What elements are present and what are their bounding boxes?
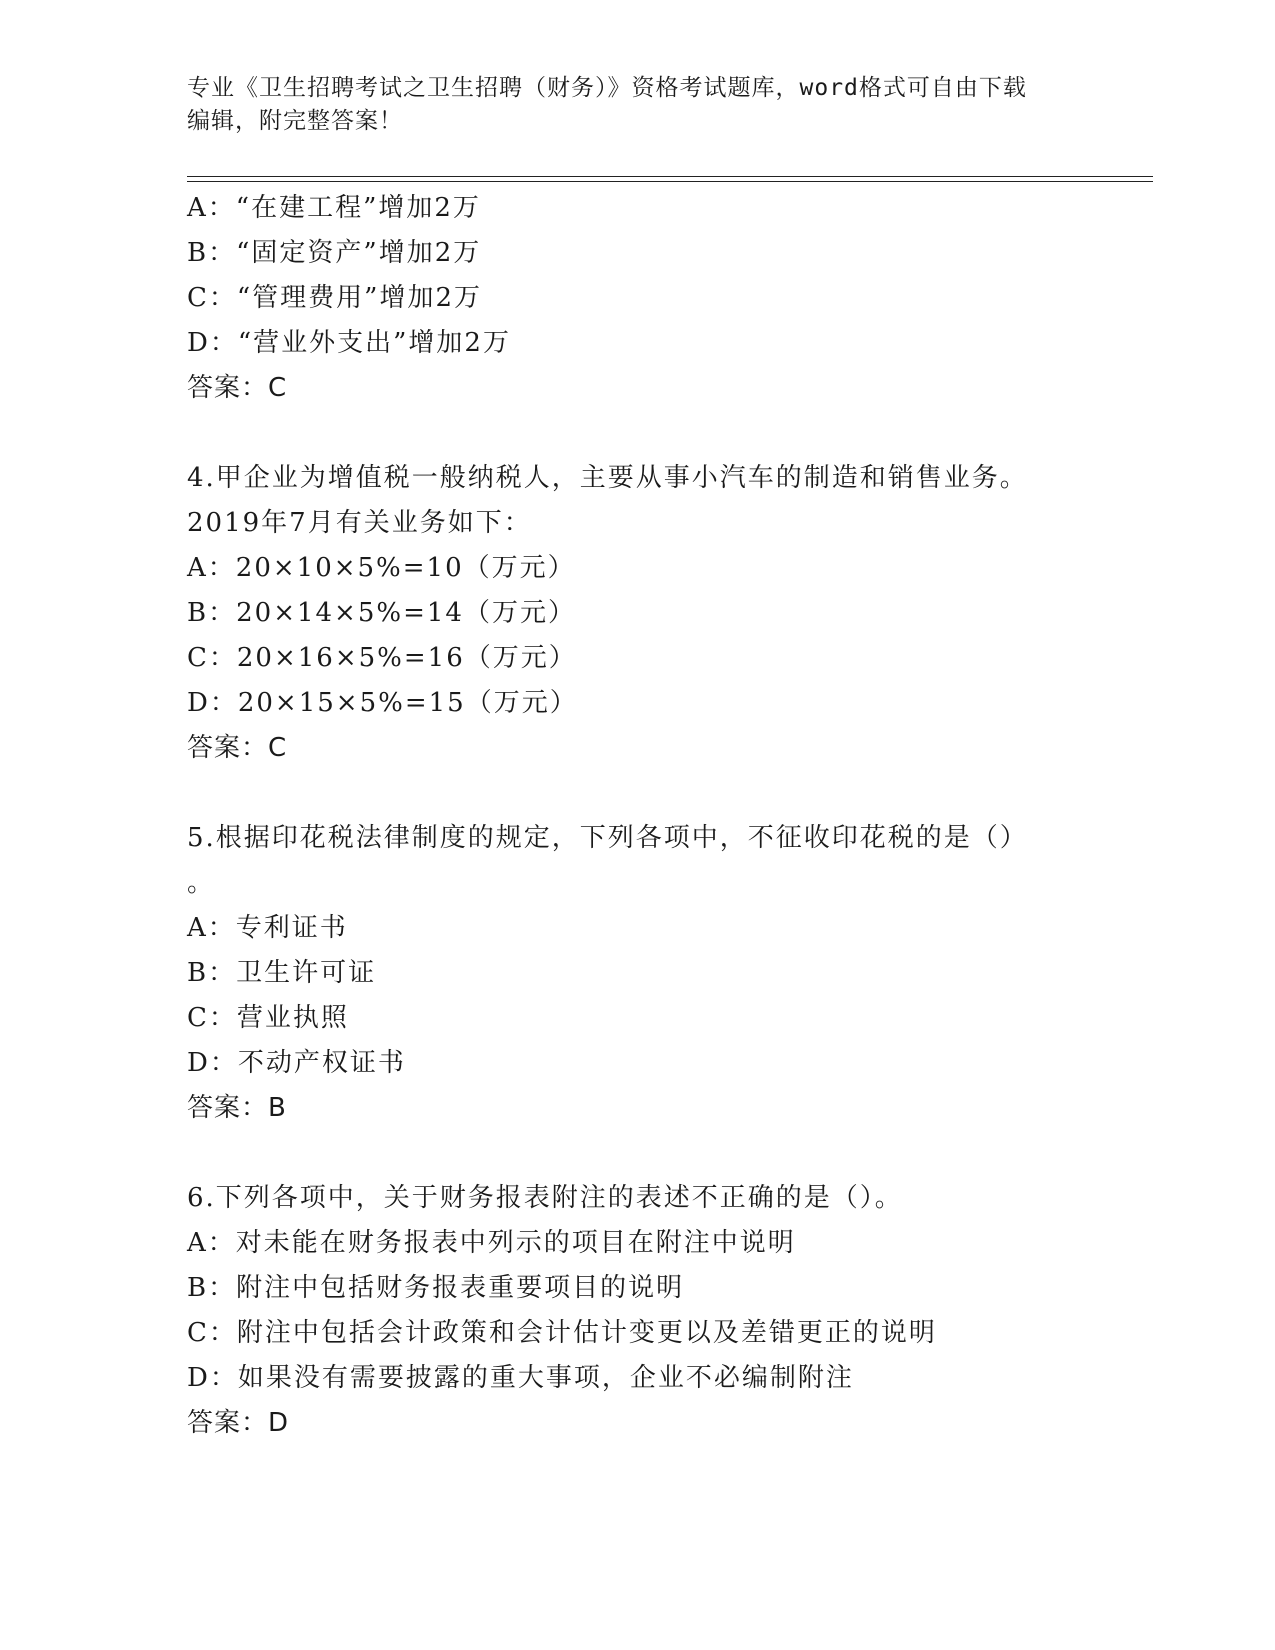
q3-option-c: C：“管理费用”增加2万 — [187, 283, 483, 313]
q5-stem-line-1: 5.根据印花税法律制度的规定，下列各项中，不征收印花税的是（） — [187, 823, 1028, 853]
q5-option-c: C：营业执照 — [187, 1003, 349, 1033]
header-divider-bottom — [187, 181, 1153, 182]
q5-answer: 答案：B — [187, 1093, 287, 1123]
q4-option-a: A：20×10×5%=10（万元） — [187, 553, 576, 583]
header-divider-top — [187, 176, 1153, 177]
q4-option-b: B：20×14×5%=14（万元） — [187, 598, 576, 628]
header-line-1: 专业《卫生招聘考试之卫生招聘（财务）》资格考试题库，word格式可自由下载 — [187, 75, 1027, 101]
q3-option-b: B：“固定资产”增加2万 — [187, 238, 482, 268]
q3-option-a: A：“在建工程”增加2万 — [187, 193, 481, 223]
q6-answer: 答案：D — [187, 1408, 290, 1438]
q5-option-d: D：不动产权证书 — [187, 1048, 406, 1078]
document-header — [187, 72, 1087, 138]
q5-option-a: A：专利证书 — [187, 913, 348, 943]
q5-option-b: B：卫生许可证 — [187, 958, 377, 988]
q6-option-c: C：附注中包括会计政策和会计估计变更以及差错更正的说明 — [187, 1318, 937, 1348]
q4-option-d: D：20×15×5%=15（万元） — [187, 688, 578, 718]
q3-option-d: D：“营业外支出”增加2万 — [187, 328, 511, 358]
q4-stem-line-2: 2019年7月有关业务如下： — [187, 508, 532, 538]
q3-answer: 答案：C — [187, 373, 288, 403]
q4-answer: 答案：C — [187, 733, 288, 763]
q4-option-c: C：20×16×5%=16（万元） — [187, 643, 577, 673]
q6-option-a: A：对未能在财务报表中列示的项目在附注中说明 — [187, 1228, 796, 1258]
q6-option-d: D：如果没有需要披露的重大事项，企业不必编制附注 — [187, 1363, 854, 1393]
q6-stem-line-1: 6.下列各项中，关于财务报表附注的表述不正确的是（）。 — [187, 1183, 903, 1213]
q4-stem-line-1: 4.甲企业为增值税一般纳税人，主要从事小汽车的制造和销售业务。 — [187, 463, 1028, 493]
q5-stem-line-2: 。 — [187, 868, 216, 898]
header-line-2: 编辑，附完整答案！ — [187, 108, 403, 134]
q6-option-b: B：附注中包括财务报表重要项目的说明 — [187, 1273, 685, 1303]
